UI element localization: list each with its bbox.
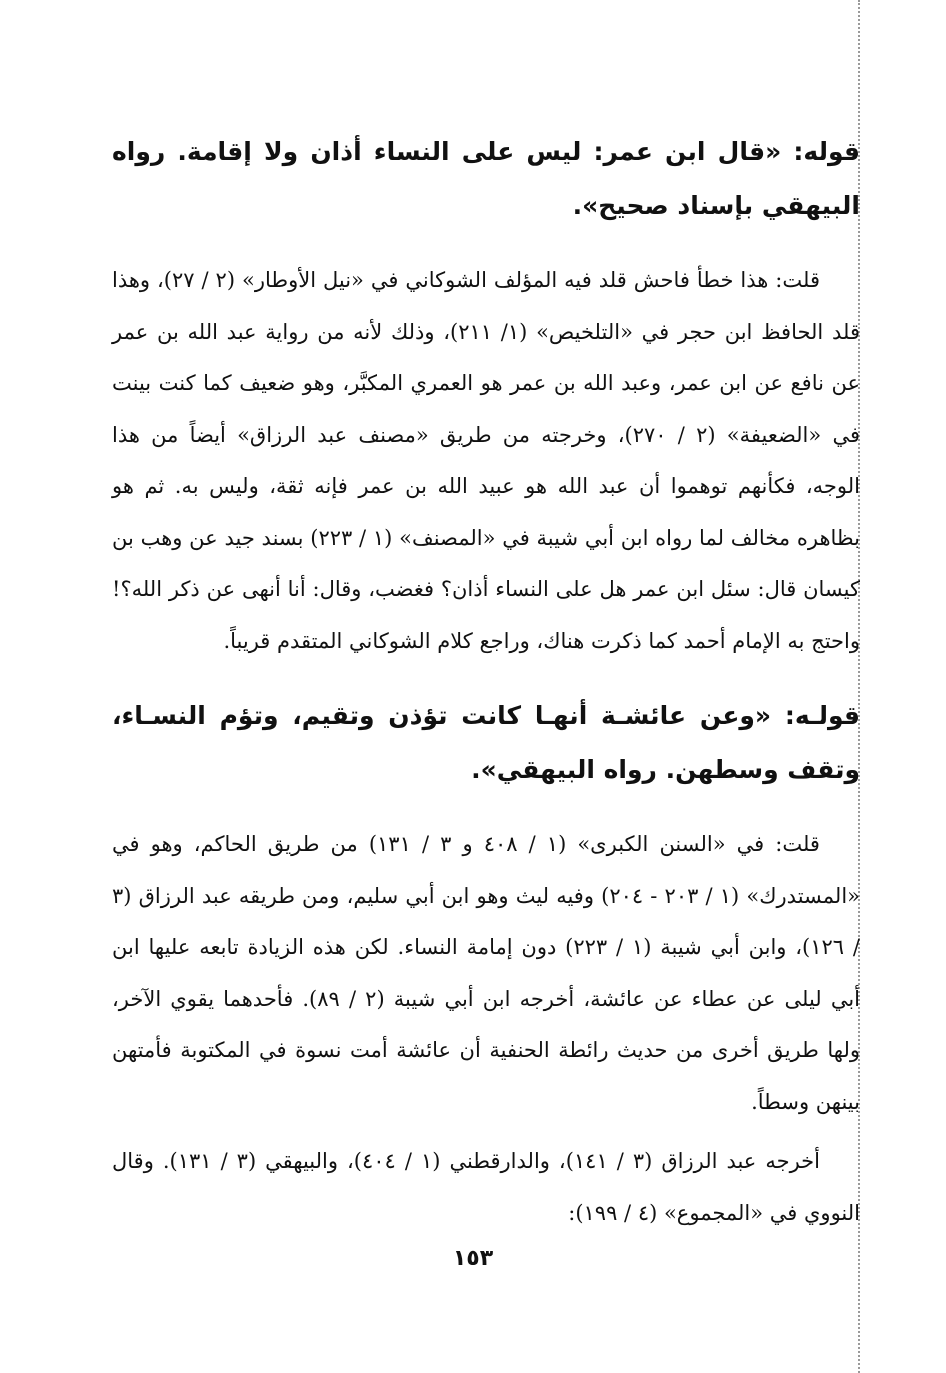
quote-paragraph-ibn-umar: قوله: «قال ابن عمر: ليس على النساء أذان ولا إقامة. رواه البيهقي بإسناد صحيح».	[112, 137, 860, 220]
quote-paragraph-aisha: قولـه: «وعن عائشـة أنهـا كانت تؤذن وتقيم، وتؤم النسـاء، وتقف وسطهن. رواه البيهقي».	[112, 701, 860, 784]
comment-paragraph-ibn-umar: قلت: هذا خطأ فاحش قلد فيه المؤلف الشوكاني في «نيل الأوطار» (٢ / ٢٧)، وهذا قلد الحافظ ابن حجر في «التلخيص» (١/ ٢١١)، وذلك لأنه من رواية عبد الله بن عمر عن نافع عن ابن عمر، وعبد الله بن عمر هو العمري المكبَّر، وهو ضعيف كما كنت بينت في «الضعيفة» (٢ / ٢٧٠)، وخرجته من طريق «مصنف عبد الرزاق» أيضاً من هذا الوجه، فكأنهم توهموا أن عبد الله هو عبيد الله بن عمر فإنه ثقة، وليس به. ثم هو بظاهره مخالف لما رواه ابن أبي شيبة في «المصنف» (١ / ٢٢٣) بسند جيد عن وهب بن كيسان قال: سئل ابن عمر هل على النساء أذان؟ فغضب، وقال: أنا أنهى عن ذكر الله؟! واحتج به الإمام أحمد كما ذكرت هناك، وراجع كلام الشوكاني المتقدم قريباً.	[112, 268, 860, 653]
comment-paragraph-takhrij: أخرجه عبد الرزاق (٣ / ١٤١)، والدارقطني (١ / ٤٠٤)، والبيهقي (٣ / ١٣١). وقال النووي في «المجموع» (٤ / ١٩٩):	[112, 1149, 860, 1225]
page-number: ١٥٣	[452, 1246, 494, 1271]
page-body	[112, 125, 860, 1261]
comment-paragraph-aisha: قلت: في «السنن الكبرى» (١ / ٤٠٨ و ٣ / ١٣١) من طريق الحاكم، وهو في «المستدرك» (١ / ٢٠٣ - ٢٠٤) وفيه ليث وهو ابن أبي سليم، ومن طريقه عبد الرزاق (٣ / ١٢٦)، وابن أبي شيبة (١ / ٢٢٣) دون إمامة النساء. لكن هذه الزيادة تابعه عليها ابن أبي ليلى عن عطاء عن عائشة، أخرجه ابن أبي شيبة (٢ / ٨٩). فأحدهما يقوي الآخر، ولها طريق أخرى من حديث رائطة الحنفية أن عائشة أمت نسوة في المكتوبة فأمتهن بينهن وسطاً.	[112, 832, 861, 1114]
